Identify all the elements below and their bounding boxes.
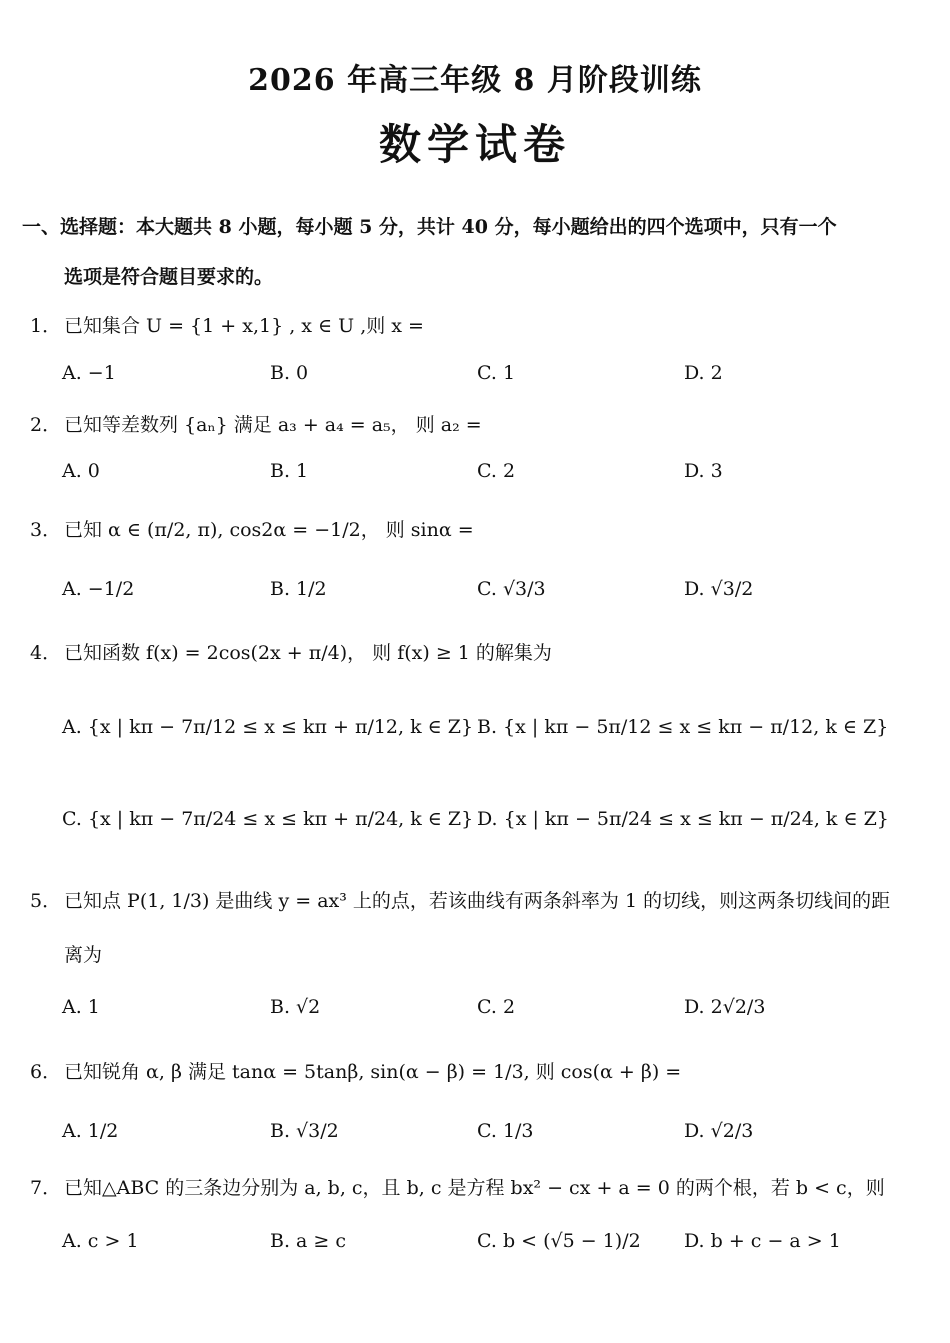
option-d: D. √3/2	[684, 578, 754, 600]
question-number: 1．	[30, 315, 62, 337]
question-text: 已知等差数列 {aₙ} 满足 a₃ + a₄ = a₅， 则 a₂ =	[64, 414, 482, 436]
option-a: A. {x | kπ − 7π/12 ≤ x ≤ kπ + π/12, k ∈ Z}	[62, 716, 474, 738]
option-a: A. 0	[62, 460, 100, 482]
option-b: B. √2	[270, 996, 321, 1018]
question-text: 已知集合 U = {1 + x,1} , x ∈ U ,则 x =	[64, 315, 424, 337]
section-instructions-line1: 一、选择题：本大题共 8 小题，每小题 5 分，共计 40 分，每小题给出的四个选项中，只有一个	[22, 216, 837, 238]
question-6	[30, 1057, 681, 1084]
exam-title: 2026 年高三年级 8 月阶段训练	[248, 63, 702, 98]
option-a: A. c > 1	[62, 1230, 139, 1252]
option-d: D. {x | kπ − 5π/24 ≤ x ≤ kπ − π/24, k ∈ Z}	[477, 808, 889, 830]
option-c: C. 1	[477, 362, 516, 384]
option-a: A. −1	[62, 362, 116, 384]
option-a: A. 1	[62, 996, 100, 1018]
question-text: 已知点 P(1, 1/3) 是曲线 y = ax³ 上的点，若该曲线有两条斜率为 1 的切线，则这两条切线间的距	[64, 890, 891, 912]
option-a: A. −1/2	[62, 578, 135, 600]
option-b: B. {x | kπ − 5π/12 ≤ x ≤ kπ − π/12, k ∈ Z}	[477, 716, 889, 738]
option-c: C. 1/3	[477, 1120, 534, 1142]
option-b: B. a ≥ c	[270, 1230, 347, 1252]
question-2	[30, 410, 482, 437]
option-c: C. {x | kπ − 7π/24 ≤ x ≤ kπ + π/24, k ∈ Z}	[62, 808, 474, 830]
question-number: 4．	[30, 642, 62, 664]
question-1	[30, 311, 424, 338]
section-instructions-line2: 选项是符合题目要求的。	[64, 266, 274, 288]
option-d: D. b + c − a > 1	[684, 1230, 841, 1252]
question-number: 2．	[30, 414, 62, 436]
option-d: D. 3	[684, 460, 723, 482]
question-text: 已知 α ∈ (π/2, π), cos2α = −1/2， 则 sinα =	[64, 519, 474, 541]
question-text: 已知锐角 α, β 满足 tanα = 5tanβ, sin(α − β) = 1/3, 则 cos(α + β) =	[64, 1061, 682, 1083]
question-number: 7．	[30, 1177, 62, 1199]
question-number: 3．	[30, 519, 62, 541]
option-b: B. √3/2	[270, 1120, 339, 1142]
option-c: C. 2	[477, 996, 516, 1018]
option-a: A. 1/2	[62, 1120, 119, 1142]
option-d: D. 2√2/3	[684, 996, 766, 1018]
question-4	[30, 638, 552, 665]
question-number: 5．	[30, 890, 62, 912]
question-7	[30, 1173, 885, 1200]
option-b: B. 1	[270, 460, 309, 482]
question-number: 6．	[30, 1061, 62, 1083]
exam-subject: 数学试卷	[378, 120, 571, 169]
option-c: C. √3/3	[477, 578, 546, 600]
question-text: 已知△ABC 的三条边分别为 a, b, c，且 b, c 是方程 bx² − cx + a = 0 的两个根，若 b < c，则	[64, 1177, 885, 1199]
option-c: C. b < (√5 − 1)/2	[477, 1230, 641, 1252]
option-d: D. 2	[684, 362, 723, 384]
option-b: B. 0	[270, 362, 309, 384]
question-3	[30, 515, 474, 542]
option-b: B. 1/2	[270, 578, 327, 600]
option-c: C. 2	[477, 460, 516, 482]
question-text: 已知函数 f(x) = 2cos(2x + π/4)， 则 f(x) ≥ 1 的解集为	[64, 642, 552, 664]
question-text-continued: 离为	[64, 944, 103, 966]
question-5	[30, 886, 890, 913]
option-d: D. √2/3	[684, 1120, 754, 1142]
